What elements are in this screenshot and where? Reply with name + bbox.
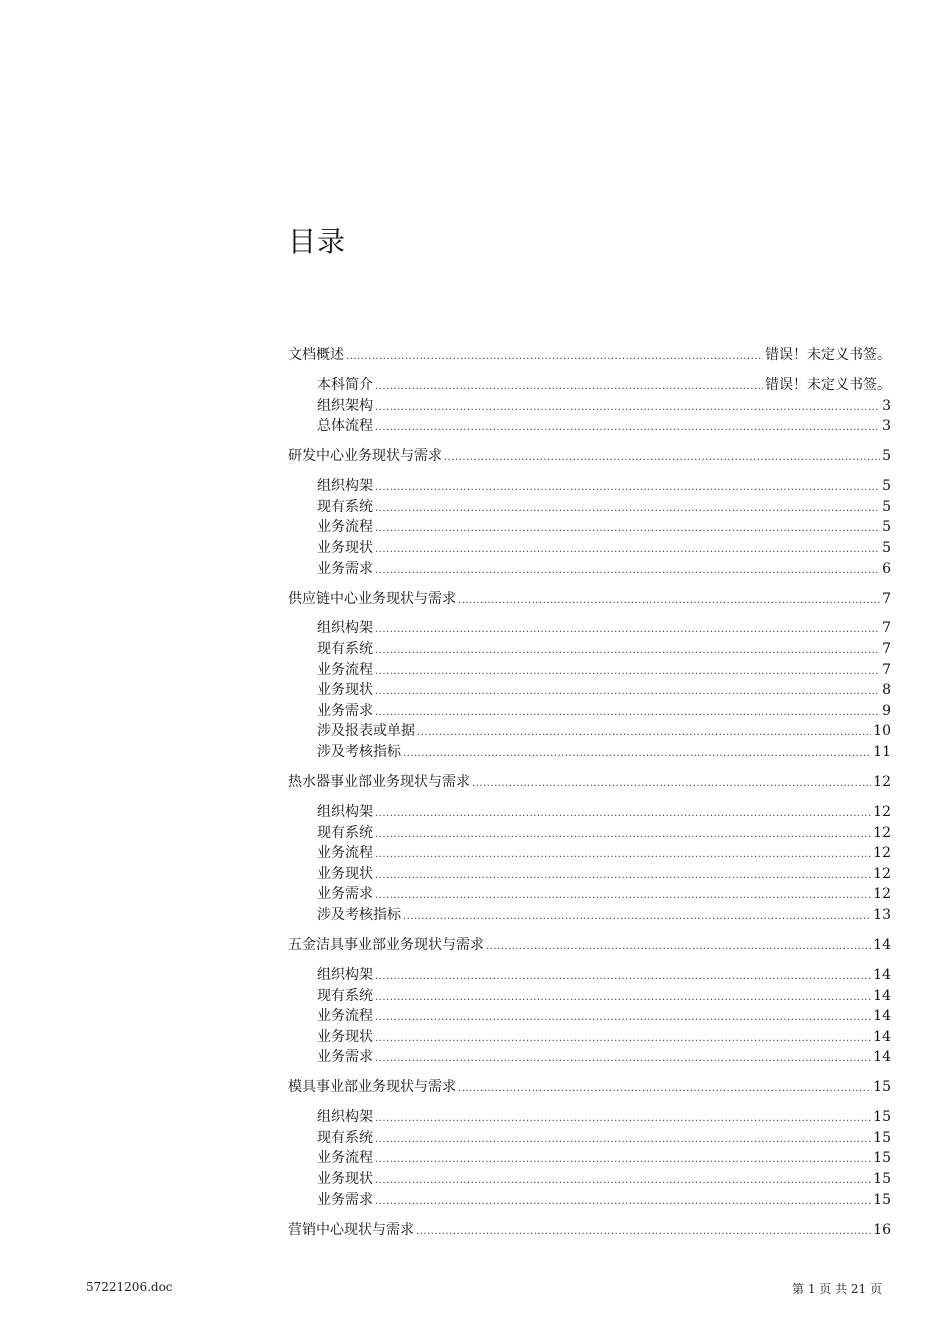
- toc-entry-subheading[interactable]: [288, 864, 891, 885]
- toc-leader-dots: [375, 377, 763, 398]
- toc-entry-text: 现有系统: [317, 641, 373, 658]
- toc-leader-dots: [486, 937, 871, 958]
- toc-entry-text: 业务需求: [317, 886, 373, 903]
- toc-entry-page: 错误！未定义书签。: [765, 376, 891, 393]
- toc-entry-page: 7: [882, 620, 891, 637]
- toc-entry-text: 涉及报表或单据: [317, 723, 415, 740]
- toc-entry-text: 现有系统: [317, 498, 373, 515]
- toc-entry-subheading[interactable]: [288, 660, 891, 681]
- toc-entry-page: 15: [873, 1191, 891, 1208]
- toc-entry-subheading[interactable]: [288, 721, 891, 742]
- toc-entry-text: 业务需求: [317, 702, 373, 719]
- toc-leader-dots: [458, 1079, 871, 1100]
- toc-entry-heading[interactable]: [288, 345, 891, 366]
- toc-entry-text: 组织构架: [317, 620, 373, 637]
- table-of-contents: [288, 345, 891, 1240]
- toc-leader-dots: [375, 703, 880, 724]
- toc-entry-page: 5: [882, 448, 891, 465]
- toc-entry-subheading[interactable]: [288, 559, 891, 580]
- toc-leader-dots: [417, 723, 871, 744]
- toc-entry-page: 错误！未定义书签。: [765, 347, 891, 363]
- toc-leader-dots: [375, 866, 871, 887]
- toc-entry-subheading[interactable]: [288, 965, 891, 986]
- toc-entry-text: 业务现状: [317, 1028, 373, 1045]
- toc-entry-page: 12: [873, 804, 891, 821]
- toc-entry-page: 15: [873, 1109, 891, 1126]
- toc-entry-page: 14: [873, 987, 891, 1004]
- toc-leader-dots: [375, 988, 871, 1009]
- toc-entry-subheading[interactable]: [288, 375, 891, 396]
- toc-entry-subheading[interactable]: [288, 905, 891, 926]
- toc-leader-dots: [375, 886, 871, 907]
- toc-entry-text: 业务需求: [317, 560, 373, 577]
- toc-entry-page: 15: [873, 1079, 891, 1096]
- toc-entry-subheading[interactable]: [288, 497, 891, 518]
- toc-leader-dots: [375, 682, 880, 703]
- toc-leader-dots: [458, 591, 880, 612]
- toc-entry-subheading[interactable]: [288, 843, 891, 864]
- toc-entry-page: 5: [882, 478, 891, 495]
- toc-leader-dots: [472, 774, 871, 795]
- toc-leader-dots: [375, 825, 871, 846]
- toc-entry-heading[interactable]: [288, 446, 891, 467]
- toc-entry-subheading[interactable]: [288, 1148, 891, 1169]
- toc-entry-page: 7: [882, 661, 891, 678]
- toc-entry-text: 现有系统: [317, 987, 373, 1004]
- toc-leader-dots: [375, 418, 880, 439]
- toc-leader-dots: [375, 1029, 871, 1050]
- toc-entry-subheading[interactable]: [288, 618, 891, 639]
- toc-entry-page: 15: [873, 1171, 891, 1188]
- toc-entry-text: 涉及考核指标: [317, 906, 401, 923]
- toc-leader-dots: [375, 845, 871, 866]
- toc-leader-dots: [375, 1130, 871, 1151]
- toc-entry-subheading[interactable]: [288, 1047, 891, 1068]
- toc-leader-dots: [375, 561, 880, 582]
- toc-entry-page: 15: [873, 1129, 891, 1146]
- toc-entry-subheading[interactable]: [288, 1006, 891, 1027]
- toc-entry-page: 14: [873, 1049, 891, 1066]
- toc-entry-subheading[interactable]: [288, 1107, 891, 1128]
- toc-entry-text: 组织构架: [317, 804, 373, 821]
- toc-entry-page: 12: [873, 824, 891, 841]
- toc-entry-text: 业务现状: [317, 539, 373, 556]
- toc-entry-page: 5: [882, 519, 891, 536]
- toc-entry-heading[interactable]: [288, 589, 891, 610]
- toc-entry-subheading[interactable]: [288, 416, 891, 437]
- toc-entry-text: 供应链中心业务现状与需求: [288, 590, 456, 607]
- toc-entry-page: 14: [873, 936, 891, 953]
- toc-leader-dots: [375, 804, 871, 825]
- toc-entry-subheading[interactable]: [288, 1190, 891, 1211]
- toc-leader-dots: [375, 499, 880, 520]
- toc-leader-dots: [416, 1222, 871, 1243]
- toc-leader-dots: [375, 398, 880, 419]
- toc-entry-page: 16: [873, 1221, 891, 1238]
- toc-entry-text: 现有系统: [317, 1129, 373, 1146]
- toc-entry-text: 业务流程: [317, 661, 373, 678]
- toc-leader-dots: [375, 519, 880, 540]
- toc-leader-dots: [375, 662, 880, 683]
- toc-entry-page: 3: [882, 418, 891, 435]
- toc-entry-subheading[interactable]: [288, 1169, 891, 1190]
- toc-entry-subheading[interactable]: [288, 986, 891, 1007]
- toc-leader-dots: [375, 641, 880, 662]
- toc-entry-text: 文档概述: [288, 347, 344, 363]
- toc-leader-dots: [375, 1171, 871, 1192]
- toc-entry-text: 现有系统: [317, 824, 373, 841]
- toc-entry-text: 五金洁具事业部业务现状与需求: [288, 936, 484, 953]
- toc-entry-text: 组织构架: [317, 478, 373, 495]
- toc-entry-subheading[interactable]: [288, 396, 891, 417]
- toc-entry-text: 业务流程: [317, 1150, 373, 1167]
- toc-entry-page: 14: [873, 1028, 891, 1045]
- toc-entry-text: 业务流程: [317, 1008, 373, 1025]
- toc-entry-text: 总体流程: [317, 418, 373, 435]
- toc-leader-dots: [375, 620, 880, 641]
- toc-entry-page: 7: [882, 590, 891, 607]
- toc-entry-text: 组织架构: [317, 397, 373, 414]
- toc-entry-page: 6: [882, 560, 891, 577]
- toc-entry-text: 组织构架: [317, 1109, 373, 1126]
- toc-entry-page: 13: [873, 906, 891, 923]
- toc-leader-dots: [375, 540, 880, 561]
- toc-entry-page: 12: [873, 865, 891, 882]
- toc-entry-page: 5: [882, 498, 891, 515]
- toc-entry-subheading[interactable]: [288, 884, 891, 905]
- toc-entry-text: 业务现状: [317, 1171, 373, 1188]
- toc-leader-dots: [444, 448, 880, 469]
- toc-leader-dots: [375, 478, 880, 499]
- toc-entry-page: 8: [882, 682, 891, 699]
- toc-entry-text: 热水器事业部业务现状与需求: [288, 774, 470, 791]
- toc-entry-text: 业务流程: [317, 519, 373, 536]
- toc-entry-subheading[interactable]: [288, 742, 891, 763]
- toc-entry-page: 10: [873, 723, 891, 740]
- toc-entry-text: 业务需求: [317, 1191, 373, 1208]
- toc-leader-dots: [403, 744, 871, 765]
- toc-entry-subheading[interactable]: [288, 1128, 891, 1149]
- toc-leader-dots: [375, 1008, 871, 1029]
- toc-entry-page: 12: [873, 845, 891, 862]
- toc-entry-page: 3: [882, 397, 891, 414]
- toc-entry-subheading[interactable]: [288, 476, 891, 497]
- toc-entry-page: 11: [873, 744, 891, 761]
- toc-entry-text: 研发中心业务现状与需求: [288, 448, 442, 465]
- toc-entry-heading[interactable]: [288, 935, 891, 956]
- toc-entry-subheading[interactable]: [288, 802, 891, 823]
- toc-leader-dots: [346, 347, 763, 368]
- toc-entry-text: 业务需求: [317, 1049, 373, 1066]
- toc-entry-subheading[interactable]: [288, 680, 891, 701]
- footer-filename: 57221206.doc: [86, 1280, 173, 1294]
- toc-entry-text: 业务现状: [317, 865, 373, 882]
- footer-page-info: 第 1 页 共 21 页: [792, 1282, 882, 1296]
- toc-entry-page: 14: [873, 1008, 891, 1025]
- toc-entry-page: 14: [873, 966, 891, 983]
- toc-entry-text: 业务现状: [317, 682, 373, 699]
- toc-entry-subheading[interactable]: [288, 1027, 891, 1048]
- toc-entry-heading[interactable]: [288, 1077, 891, 1098]
- toc-entry-page: 9: [882, 702, 891, 719]
- toc-leader-dots: [375, 1150, 871, 1171]
- toc-entry-text: 组织构架: [317, 966, 373, 983]
- toc-entry-subheading[interactable]: [288, 517, 891, 538]
- page-title: 目录: [288, 225, 347, 258]
- toc-leader-dots: [375, 1109, 871, 1130]
- toc-leader-dots: [403, 907, 871, 928]
- toc-entry-text: 模具事业部业务现状与需求: [288, 1079, 456, 1096]
- toc-entry-page: 15: [873, 1150, 891, 1167]
- toc-entry-subheading[interactable]: [288, 701, 891, 722]
- toc-entry-page: 12: [873, 886, 891, 903]
- toc-entry-text: 营销中心现状与需求: [288, 1221, 414, 1238]
- toc-leader-dots: [375, 967, 871, 988]
- toc-leader-dots: [375, 1192, 871, 1213]
- toc-entry-text: 本科简介: [317, 376, 373, 393]
- toc-entry-page: 12: [873, 774, 891, 791]
- toc-entry-subheading[interactable]: [288, 639, 891, 660]
- toc-entry-text: 涉及考核指标: [317, 744, 401, 761]
- toc-entry-heading[interactable]: [288, 1220, 891, 1241]
- toc-entry-subheading[interactable]: [288, 538, 891, 559]
- toc-entry-subheading[interactable]: [288, 823, 891, 844]
- toc-entry-heading[interactable]: [288, 772, 891, 793]
- toc-entry-page: 5: [882, 539, 891, 556]
- toc-entry-text: 业务流程: [317, 845, 373, 862]
- toc-entry-page: 7: [882, 641, 891, 658]
- toc-leader-dots: [375, 1049, 871, 1070]
